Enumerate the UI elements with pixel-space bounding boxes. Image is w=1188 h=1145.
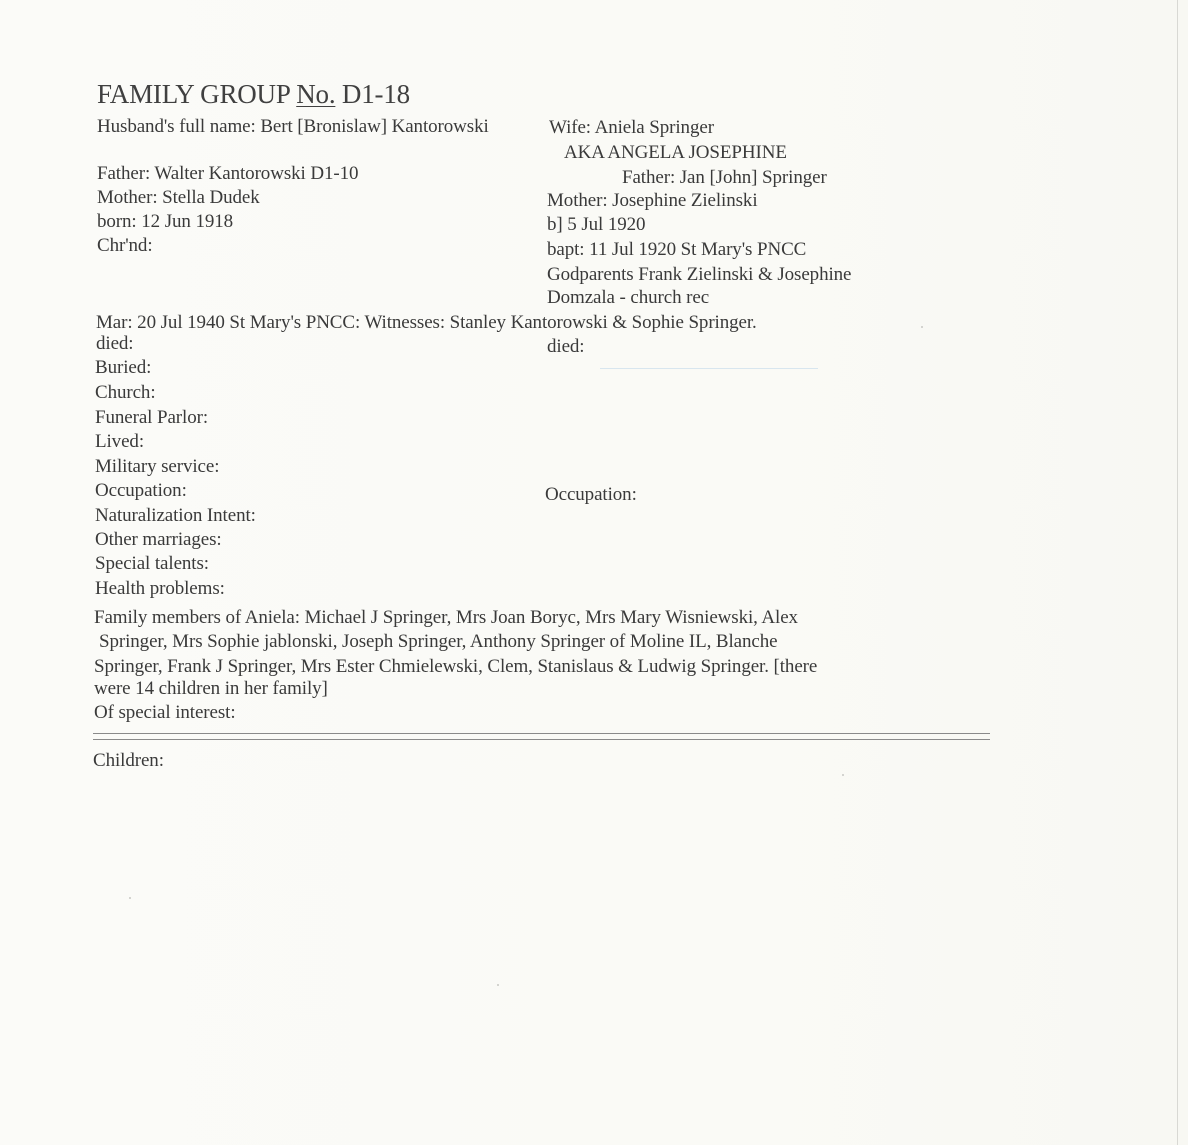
page-edge	[1177, 0, 1178, 1145]
marriage-record: Mar: 20 Jul 1940 St Mary's PNCC: Witnesses: Stanley Kantorowski & Sophie Springer.	[96, 312, 757, 333]
wife-father: Father: Jan [John] Springer	[622, 167, 827, 188]
husband-born: born: 12 Jun 1918	[97, 211, 234, 232]
scan-speck	[497, 984, 499, 986]
faint-rule	[600, 368, 818, 369]
family-members-line-2: Springer, Mrs Sophie jablonski, Joseph Springer, Anthony Springer of Moline IL, Blanche	[99, 631, 778, 652]
wife-mother: Mother: Josephine Zielinski	[547, 190, 758, 211]
husband-mother: Mother: Stella Dudek	[97, 187, 260, 208]
wife-godparents-line-2: Domzala - church rec	[547, 287, 710, 308]
wife-baptized: bapt: 11 Jul 1920 St Mary's PNCC	[547, 239, 807, 260]
husband-naturalization-intent: Naturalization Intent:	[95, 505, 256, 526]
of-special-interest: Of special interest:	[94, 702, 236, 723]
scan-speck	[842, 774, 844, 776]
husband-military-service: Military service:	[95, 456, 220, 477]
husband-died: died:	[96, 333, 134, 354]
husband-other-marriages: Other marriages:	[95, 529, 222, 550]
page-title	[97, 79, 410, 109]
wife-godparents-line-1: Godparents Frank Zielinski & Josephine	[547, 264, 852, 285]
husband-full-name: Husband's full name: Bert [Bronislaw] Kantorowski	[97, 116, 489, 137]
wife-born: b] 5 Jul 1920	[547, 214, 646, 235]
wife-name: Wife: Aniela Springer	[549, 117, 714, 138]
title-number: D1-18	[335, 79, 410, 109]
husband-christened: Chr'nd:	[97, 235, 153, 256]
husband-church: Church:	[95, 382, 156, 403]
scan-speck	[921, 326, 923, 328]
scan-speck	[129, 897, 131, 899]
family-members-line-1: Family members of Aniela: Michael J Springer, Mrs Joan Boryc, Mrs Mary Wisniewski, Alex	[94, 607, 798, 628]
husband-funeral-parlor: Funeral Parlor:	[95, 407, 209, 428]
husband-health-problems: Health problems:	[95, 578, 225, 599]
husband-occupation: Occupation:	[95, 480, 187, 501]
title-no-label: No.	[296, 79, 336, 109]
wife-died: died:	[547, 336, 585, 357]
double-rule-divider	[93, 733, 990, 740]
family-members-line-4: were 14 children in her family]	[94, 678, 328, 699]
children-label: Children:	[93, 750, 164, 771]
husband-buried: Buried:	[95, 357, 152, 378]
family-members-line-3: Springer, Frank J Springer, Mrs Ester Chmielewski, Clem, Stanislaus & Ludwig Springer. [there	[94, 656, 818, 677]
wife-aka: AKA ANGELA JOSEPHINE	[564, 142, 787, 163]
husband-father: Father: Walter Kantorowski D1-10	[97, 163, 359, 184]
husband-special-talents: Special talents:	[95, 553, 209, 574]
wife-occupation: Occupation:	[545, 484, 637, 505]
husband-lived: Lived:	[95, 431, 144, 452]
title-prefix: FAMILY GROUP	[97, 79, 297, 109]
